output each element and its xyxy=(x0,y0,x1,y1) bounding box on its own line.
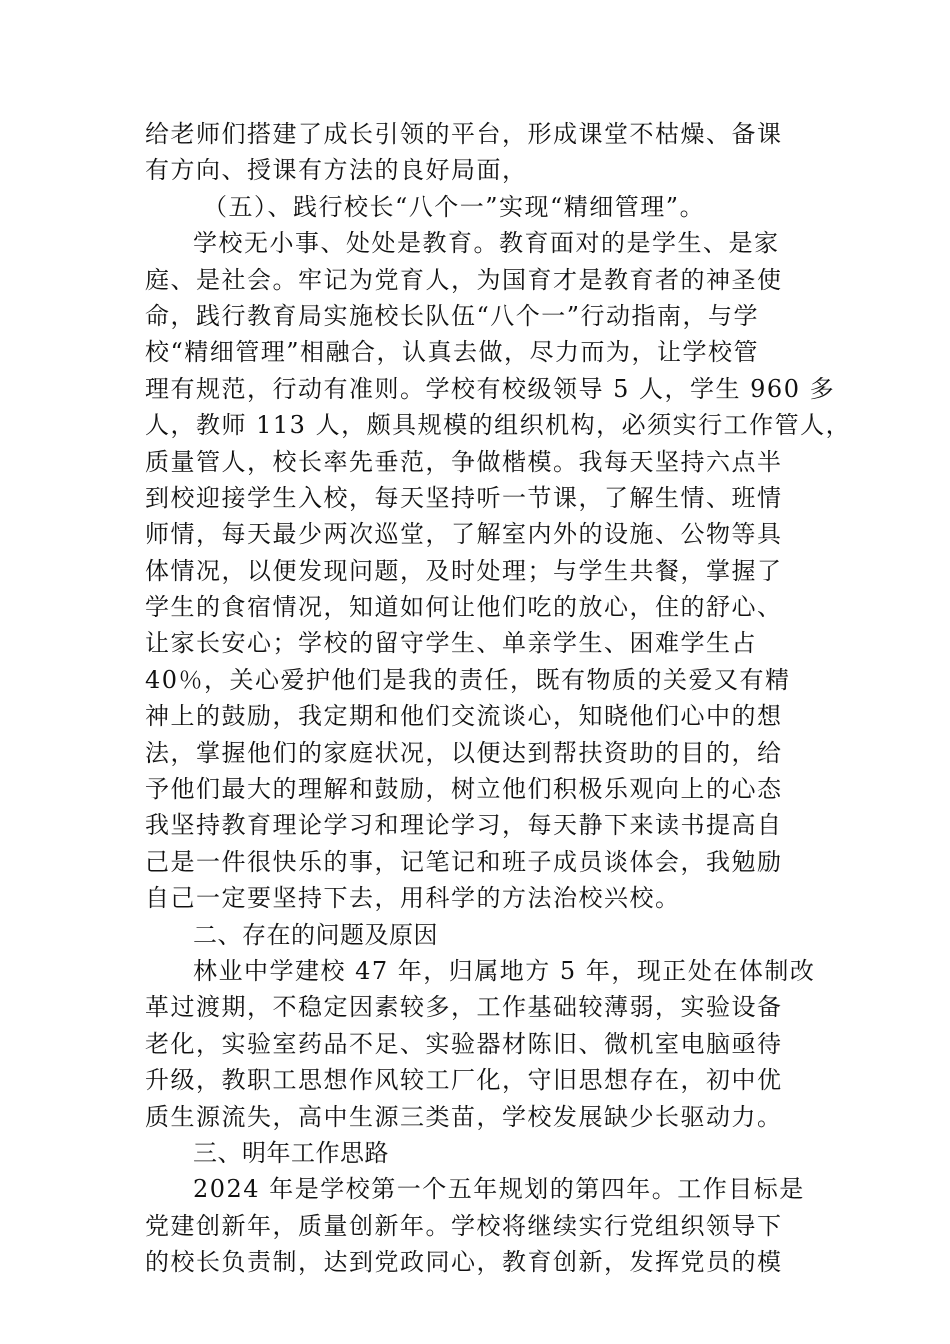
text-line: 革过渡期，不稳定因素较多，工作基础较薄弱，实验设备 xyxy=(145,993,783,1022)
text-line: 己是一件很快乐的事，记笔记和班子成员谈体会，我勉励 xyxy=(145,847,783,876)
text-line: 的校长负责制，达到党政同心，教育创新，发挥党员的模 xyxy=(145,1248,783,1277)
text-line: 党建创新年，质量创新年。学校将继续实行党组织领导下 xyxy=(145,1211,783,1240)
text-line: 师情，每天最少两次巡堂，了解室内外的设施、公物等具 xyxy=(145,520,783,549)
text-line: 命，践行教育局实施校长队伍“八个一”行动指南，与学 xyxy=(145,301,760,330)
section-heading: 二、存在的问题及原因 xyxy=(193,920,438,949)
text-line: 予他们最大的理解和鼓励，树立他们积极乐观向上的心态 xyxy=(145,775,783,804)
text-line: 学生的食宿情况，知道如何让他们吃的放心，住的舒心、 xyxy=(145,593,783,622)
text-line: 校“精细管理”相融合，认真去做，尽力而为，让学校管 xyxy=(145,338,760,367)
text-line: 质生源流失，高中生源三类苗，学校发展缺少长驱动力。 xyxy=(145,1102,783,1131)
text-line: 人，教师 113 人，颇具规模的组织机构，必须实行工作管人， xyxy=(145,411,852,440)
text-line: 自己一定要坚持下去，用科学的方法治校兴校。 xyxy=(145,884,681,913)
text-line: 理有规范，行动有准则。学校有校级领导 5 人，学生 960 多 xyxy=(145,374,836,403)
text-line: 法，掌握他们的家庭状况，以便达到帮扶资助的目的，给 xyxy=(145,738,783,767)
paragraph-first-line: 2024 年是学校第一个五年规划的第四年。工作目标是 xyxy=(193,1175,805,1204)
text-line: 40％，关心爱护他们是我的责任，既有物质的关爱又有精 xyxy=(145,665,791,694)
text-line: 升级，教职工思想作风较工厂化，守旧思想存在，初中优 xyxy=(145,1066,783,1095)
paragraph-first-line: 学校无小事、处处是教育。教育面对的是学生、是家 xyxy=(193,229,780,258)
text-line: 庭、是社会。牢记为党育人，为国育才是教育者的神圣使 xyxy=(145,265,783,294)
paragraph-first-line: 林业中学建校 47 年，归属地方 5 年，现正处在体制改 xyxy=(193,956,816,985)
text-line: 让家长安心；学校的留守学生、单亲学生、困难学生占 xyxy=(145,629,757,658)
text-line: 有方向、授课有方法的良好局面， xyxy=(145,156,528,185)
document-body xyxy=(145,116,852,1281)
text-line: 我坚持教育理论学习和理论学习，每天静下来读书提高自 xyxy=(145,811,783,840)
text-line: 给老师们搭建了成长引领的平台，形成课堂不枯燥、备课 xyxy=(145,120,783,148)
section-subheading: （五）、践行校长“八个一”实现“精细管理”。 xyxy=(203,192,706,221)
section-heading: 三、明年工作思路 xyxy=(193,1138,389,1167)
text-line: 体情况，以便发现问题，及时处理；与学生共餐，掌握了 xyxy=(145,556,783,585)
text-line: 到校迎接学生入校，每天坚持听一节课，了解生情、班情 xyxy=(145,483,783,512)
text-line: 质量管人，校长率先垂范，争做楷模。我每天坚持六点半 xyxy=(145,447,783,476)
text-line: 神上的鼓励，我定期和他们交流谈心，知晓他们心中的想 xyxy=(145,702,783,731)
text-line: 老化，实验室药品不足、实验器材陈旧、微机室电脑亟待 xyxy=(145,1029,783,1058)
